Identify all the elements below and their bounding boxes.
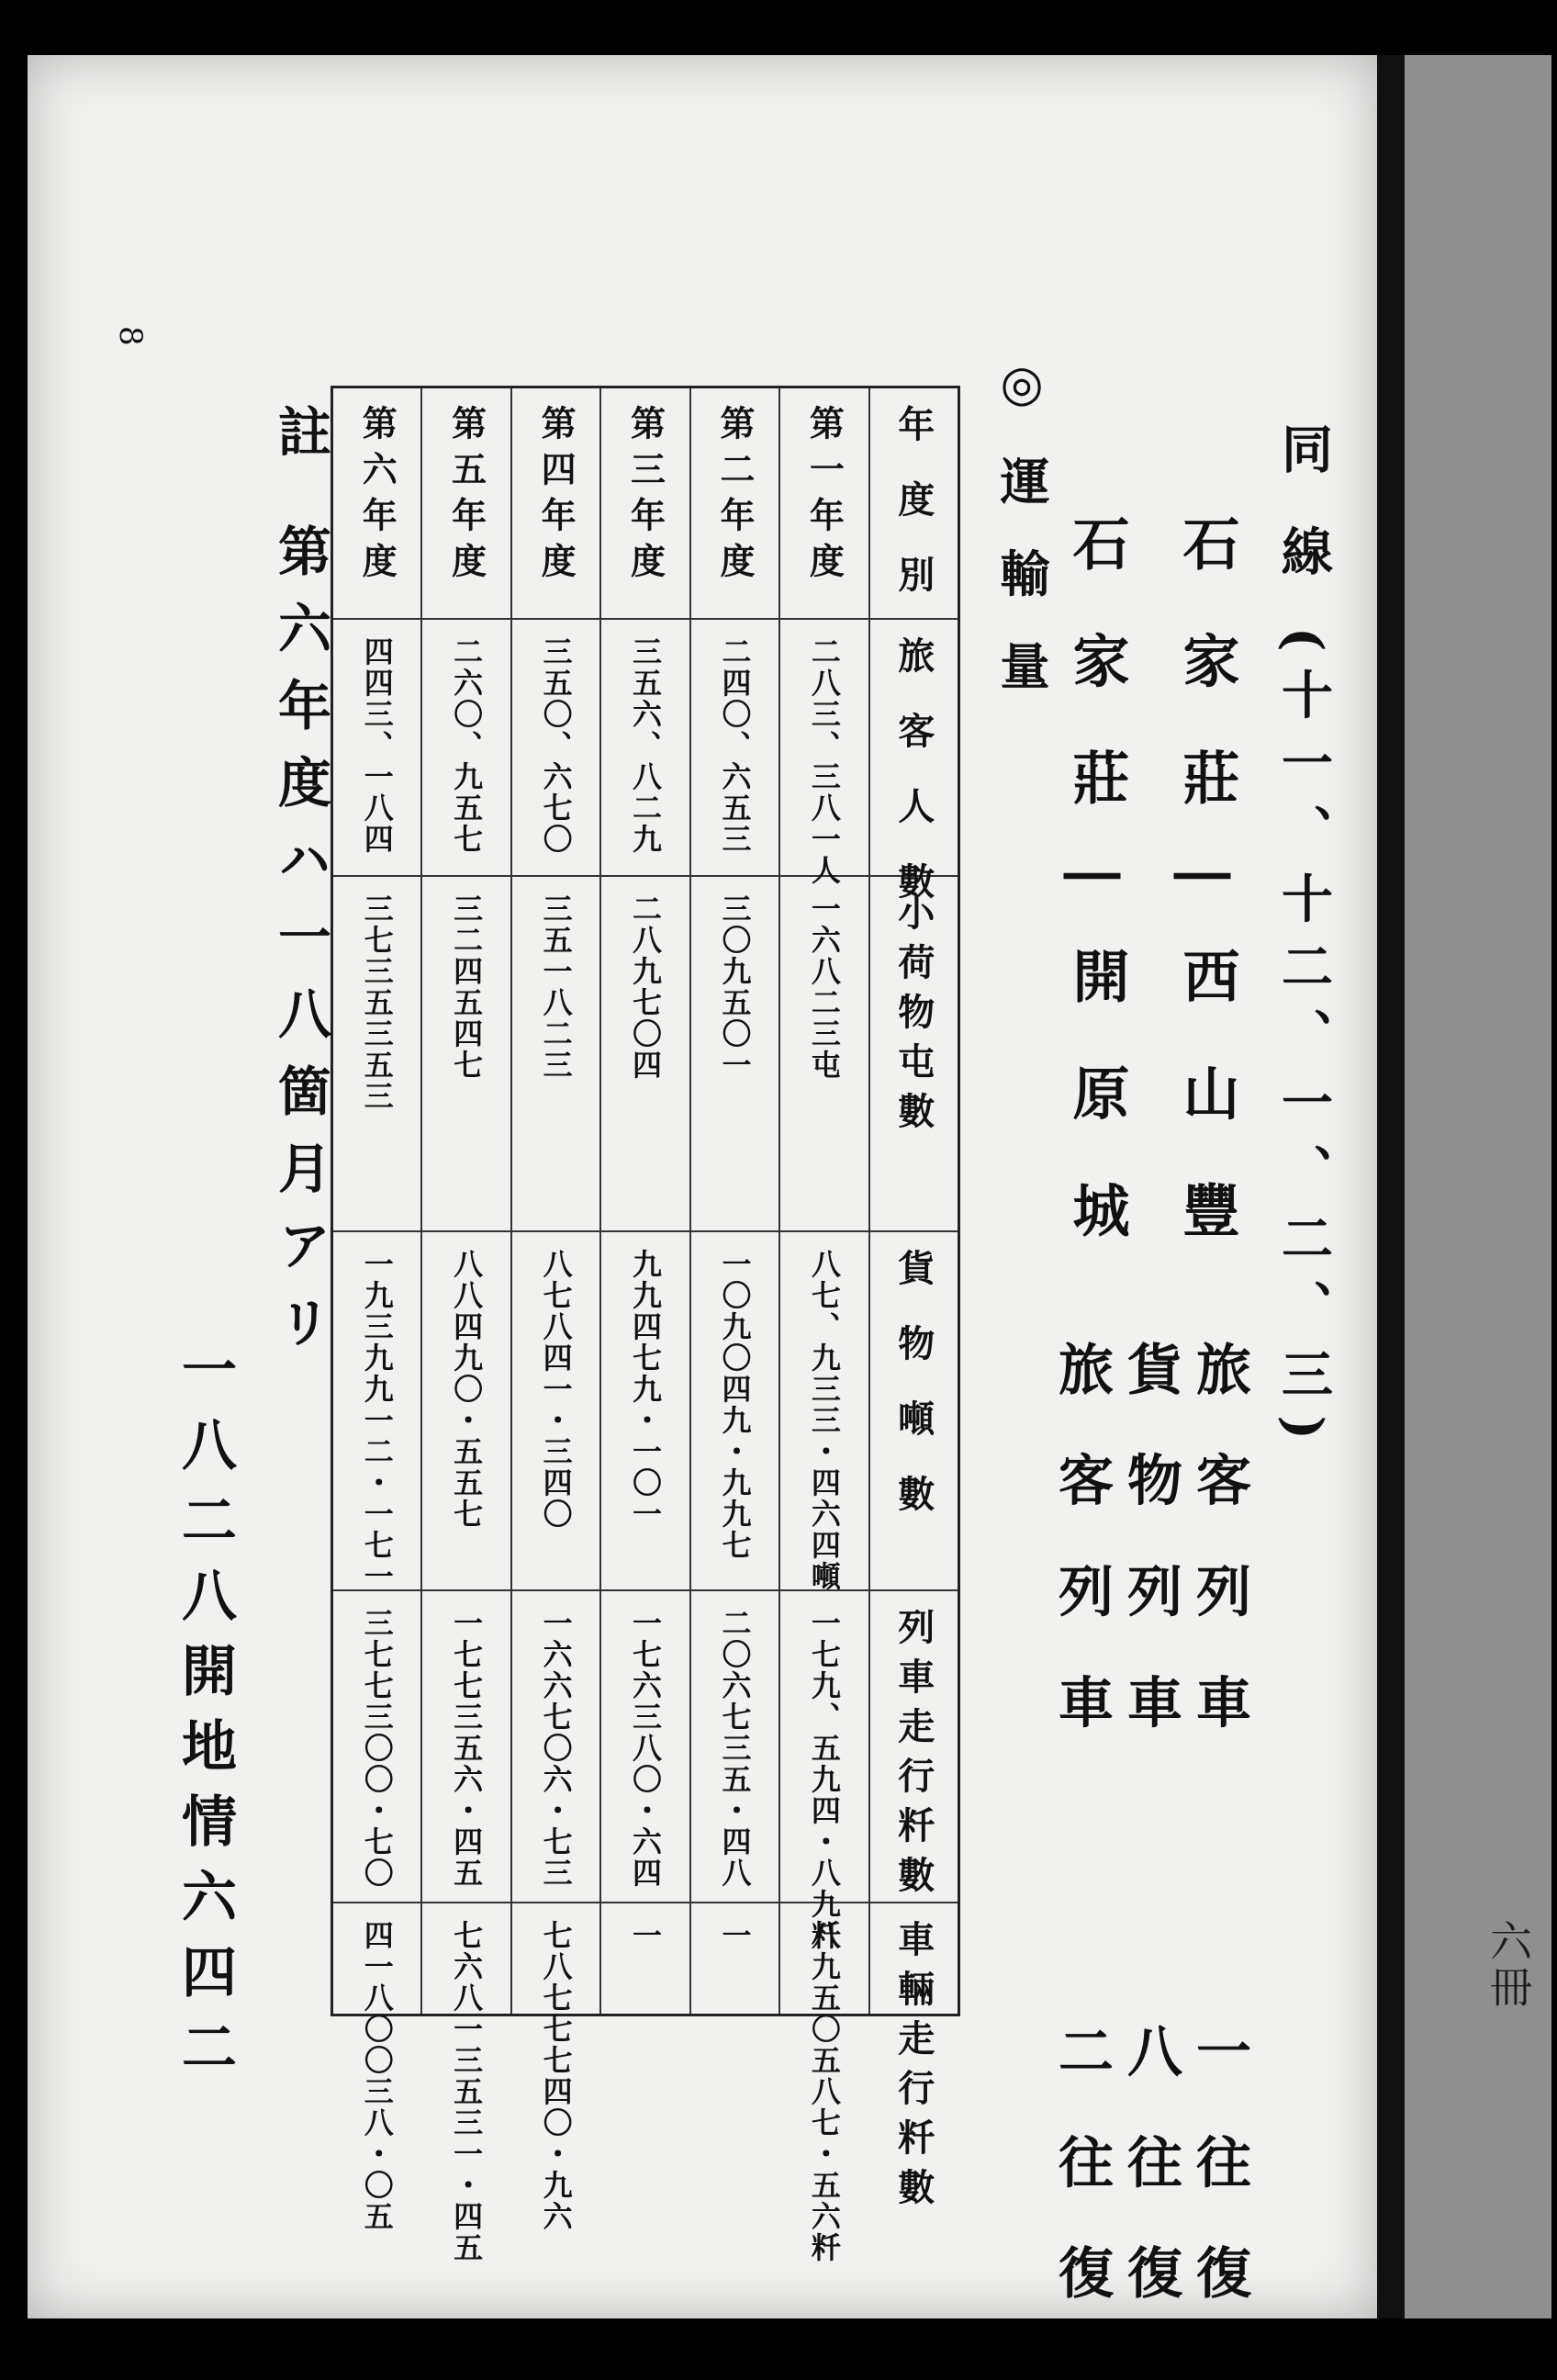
section-title: ◎ 運 輸 量 bbox=[992, 354, 1051, 703]
table-cell: 一七七三五六・四五 bbox=[422, 1591, 510, 1903]
table-cell: 一九三九九一二・一七一 bbox=[333, 1232, 420, 1591]
adjacent-page-mark: 六冊 bbox=[1484, 1919, 1533, 2011]
table-cell: 三二四五四七 bbox=[422, 877, 510, 1232]
service-3-freq: 二 往 復 bbox=[1049, 2022, 1114, 2318]
table-header-column bbox=[868, 388, 958, 2217]
service-1-label: 旅 客 列 車 bbox=[1187, 1341, 1251, 1747]
service-2 bbox=[1111, 1341, 1190, 2318]
table-cell: 四一八〇〇三八・〇五 bbox=[359, 1920, 395, 2232]
route-1: 石 家 莊 | 西 山 豐 bbox=[1173, 514, 1240, 1259]
table-cell: 二〇六七三五・四八 bbox=[691, 1591, 778, 1903]
table-row bbox=[778, 388, 868, 2263]
heading: 同 線 (十一、十二、一、二、三) bbox=[1273, 422, 1334, 1456]
table-row bbox=[689, 388, 778, 2014]
table-cell: 一七六三八〇・六四 bbox=[601, 1591, 689, 1903]
service-1 bbox=[1180, 1341, 1259, 2318]
table-cell: 二六〇、九五七 bbox=[422, 620, 510, 877]
book-spine bbox=[1377, 55, 1405, 2318]
table-cell: 三七三五三五三 bbox=[333, 877, 420, 1232]
table-cell: 一六八二三屯 bbox=[780, 877, 868, 1232]
table-row bbox=[599, 388, 689, 2014]
table-cell: 三五一八二三 bbox=[512, 877, 599, 1232]
table-cell: 八八四九〇・五五七 bbox=[422, 1232, 510, 1591]
table-cell: 三五六、八二九 bbox=[601, 620, 689, 877]
table-note: 註 第六年度ハ一八箇月アリ bbox=[269, 404, 331, 1373]
year-cell: 第六年度 bbox=[333, 388, 420, 620]
table-cell: 四四三、一八四 bbox=[333, 620, 420, 877]
table-cell: 二八三、三八一人 bbox=[780, 620, 868, 877]
service-1-freq: 一 往 復 bbox=[1187, 2022, 1251, 2318]
table-cell: 一〇九〇四九・九九七 bbox=[691, 1232, 778, 1591]
table-cell: 三五〇、六七〇 bbox=[512, 620, 599, 877]
transport-volume-table bbox=[330, 386, 960, 2263]
table-header-cell: 貨 物 噸 數 bbox=[870, 1232, 958, 1591]
table-cell: 八七、九三三・四六四噸 bbox=[780, 1232, 868, 1591]
table-header-cell: 小荷物屯數 bbox=[870, 877, 958, 1232]
table-cell: 八七八四一・三四〇 bbox=[512, 1232, 599, 1591]
year-cell: 第五年度 bbox=[422, 388, 510, 620]
table-cell: 二八九七〇四 bbox=[601, 877, 689, 1232]
year-cell: 第一年度 bbox=[780, 388, 868, 620]
table-cell: 七八七七七四〇・九六 bbox=[538, 1920, 574, 2232]
table-header-cell: 列車走行粁數 bbox=[870, 1591, 958, 1903]
table-row bbox=[420, 388, 510, 2263]
table-cell: 七六八一三五三一・四五 bbox=[449, 1920, 485, 2263]
page-number: 8 bbox=[112, 326, 149, 346]
year-cell: 第三年度 bbox=[601, 388, 689, 620]
table-header-cell: 年 度 別 bbox=[870, 388, 958, 620]
table-row bbox=[510, 388, 599, 2232]
table-row bbox=[333, 388, 420, 2232]
service-2-freq: 八 往 復 bbox=[1118, 2022, 1182, 2318]
service-3-label: 旅 客 列 車 bbox=[1049, 1341, 1114, 1747]
service-3 bbox=[1042, 1341, 1121, 2318]
table-cell: 三七七三〇〇・七〇 bbox=[333, 1591, 420, 1903]
table-cell: 二四〇、六五三 bbox=[691, 620, 778, 877]
document-page bbox=[28, 55, 1377, 2318]
service-2-label: 貨 物 列 車 bbox=[1118, 1341, 1182, 1747]
footer-code: 一八二八開地情六四二 bbox=[173, 1341, 237, 2094]
table-header-cell: 車輛走行粁數 bbox=[891, 1920, 935, 2217]
table-cell: 九九四七九・一〇一 bbox=[601, 1232, 689, 1591]
table-cell: 一六六七〇六・七三 bbox=[512, 1591, 599, 1903]
table-cell: 八九五〇五八七・五六粁 bbox=[806, 1920, 842, 2263]
table-cell: 一 bbox=[628, 1920, 664, 1951]
table-header-cell: 旅 客 人 數 bbox=[870, 620, 958, 877]
table-cell: 三〇九五〇一 bbox=[691, 877, 778, 1232]
year-cell: 第四年度 bbox=[512, 388, 599, 620]
route-2: 石 家 莊 | 開 原 城 bbox=[1063, 514, 1130, 1259]
table-cell: 一七九、五九四・八九粁 bbox=[780, 1591, 868, 1903]
table-cell: 一 bbox=[717, 1920, 753, 1951]
year-cell: 第二年度 bbox=[691, 388, 778, 620]
